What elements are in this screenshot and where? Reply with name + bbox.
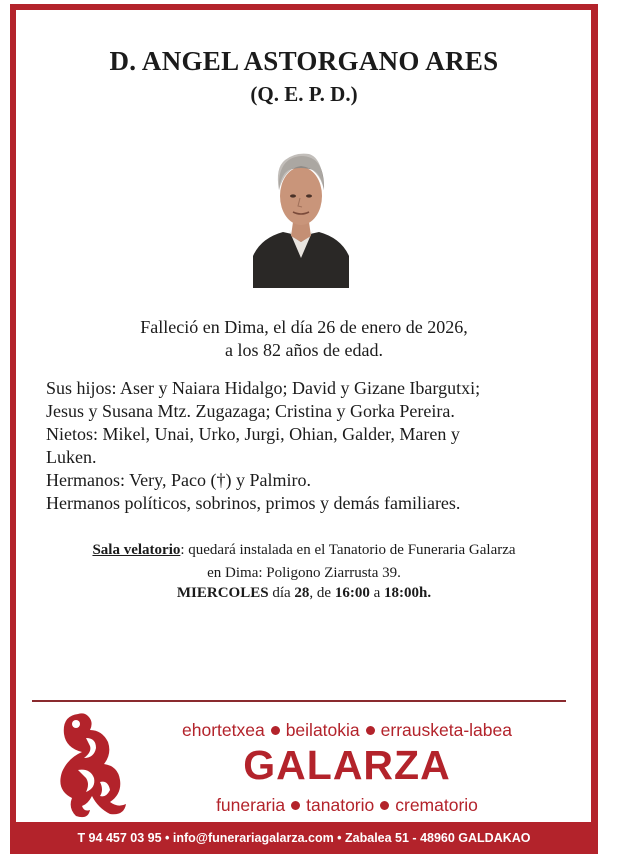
services-basque <box>138 720 556 741</box>
wake-line2: en Dima: Poligono Ziarrusta 39. <box>207 565 401 581</box>
deceased-name: D. ANGEL ASTORGANO ARES <box>109 46 499 76</box>
family-list <box>46 377 576 515</box>
service-item: beilatokia <box>285 720 360 740</box>
family-line: Hermanos: Very, Paco (†) y Palmiro. <box>46 470 311 490</box>
family-line: Sus hijos: Aser y Naiara Hidalgo; David y Gizane Ibargutxi; <box>46 378 481 398</box>
wake-schedule <box>16 585 592 602</box>
family-line: Jesus y Susana Mtz. Zugazaga; Cristina y Gorka Pereira. <box>46 401 455 421</box>
wake-from: 16:00 <box>334 585 370 601</box>
contact-footer: T 94 457 03 95 • info@funerariagalarza.com • Zabalea 51 - 48960 GALDAKAO <box>10 822 598 854</box>
service-item: tanatorio <box>306 795 375 815</box>
wake-label: Sala velatorio <box>92 542 181 558</box>
wake-day: MIERCOLES <box>176 585 269 601</box>
portrait-photo <box>253 138 349 288</box>
service-item: ehortetxea <box>182 720 265 740</box>
brand-name: GALARZA <box>243 742 451 788</box>
wake-date: 28 <box>294 585 310 601</box>
death-info-line1: Falleció en Dima, el día 26 de enero de 2026, <box>140 317 468 337</box>
service-item: crematorio <box>395 795 478 815</box>
wake-line1 <box>16 542 592 559</box>
bullet-icon <box>380 801 389 810</box>
wake-location: : quedará instalada en el Tanatorio de Funeraria Galarza <box>180 542 516 558</box>
wake-day-text: día <box>268 585 295 601</box>
service-item: errausketa-labea <box>380 720 512 740</box>
family-line: Luken. <box>46 447 97 467</box>
family-line: Nietos: Mikel, Unai, Urko, Jurgi, Ohian, Galder, Maren y <box>46 424 460 444</box>
bullet-icon <box>366 726 375 735</box>
wake-sep: , de <box>309 585 335 601</box>
bullet-icon <box>271 726 280 735</box>
rip-text: (Q. E. P. D.) <box>250 82 358 106</box>
family-line: Hermanos políticos, sobrinos, primos y demás familiares. <box>46 493 461 513</box>
wake-to-text: a <box>369 585 384 601</box>
wake-to: 18:00h. <box>384 585 432 601</box>
service-item: funeraria <box>216 795 286 815</box>
divider <box>32 700 566 702</box>
services-spanish <box>138 795 556 816</box>
galarza-logo-icon <box>48 708 132 822</box>
death-info-line2: a los 82 años de edad. <box>225 340 383 360</box>
bullet-icon <box>291 801 300 810</box>
